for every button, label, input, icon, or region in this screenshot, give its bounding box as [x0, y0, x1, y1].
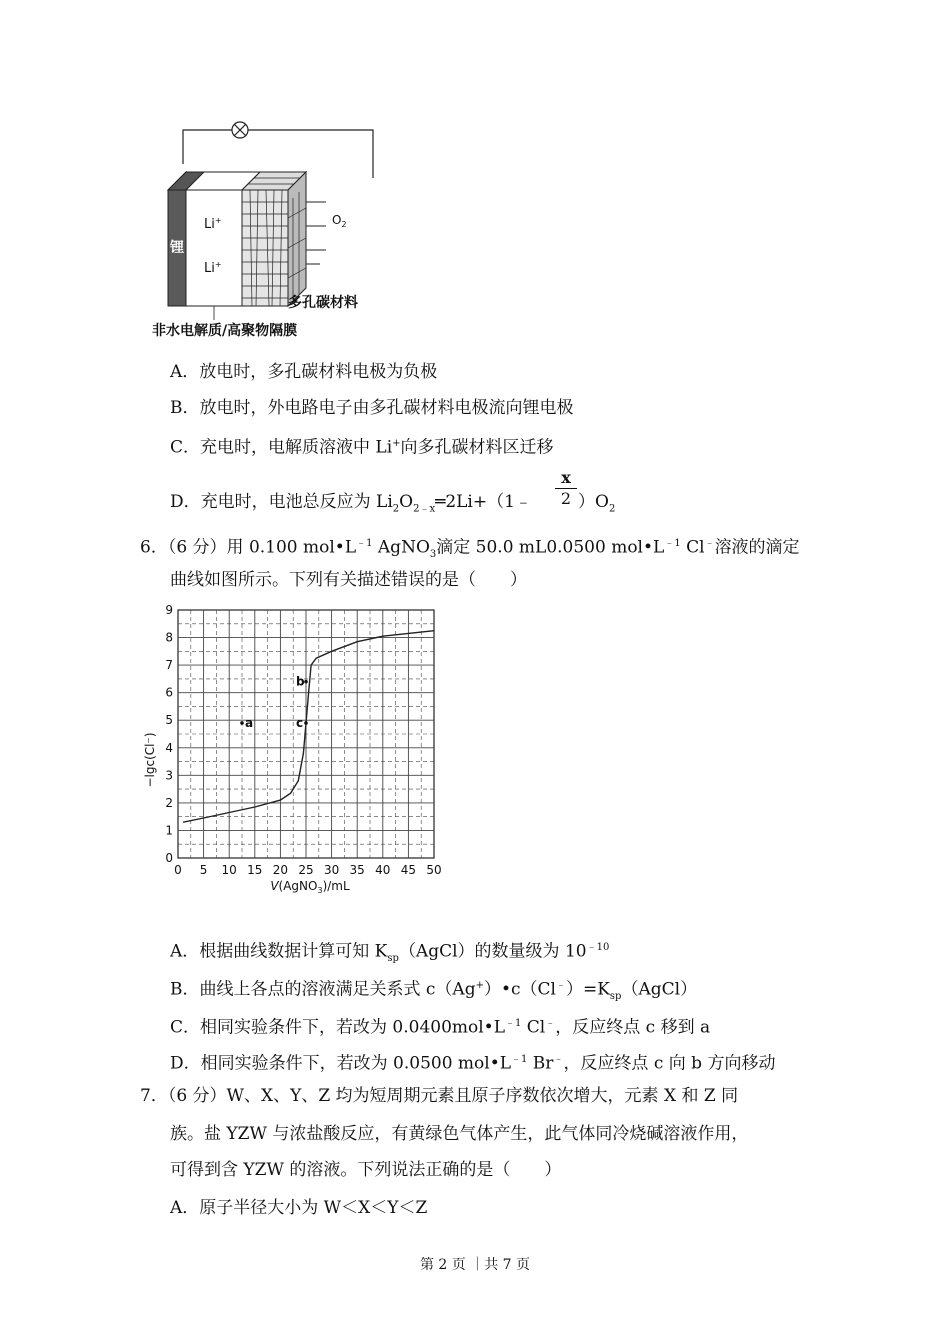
y-tick-label: 5	[165, 713, 173, 728]
y-tick-label: 3	[165, 768, 173, 783]
q5-option-b: B．放电时，外电路电子由多孔碳材料电极流向锂电极	[170, 398, 574, 418]
chart-point-c	[304, 721, 308, 725]
x-tick-label: 0	[174, 863, 182, 877]
chart-point-label-a: a	[245, 715, 254, 730]
battery-caption: 非水电解质/高聚物隔膜	[152, 323, 298, 339]
q6-option-a: A．根据曲线数据计算可知 $K_{sp}(AgCl)$的数量级为 $10^{﹣10}$	[170, 941, 610, 965]
porous-carbon-electrode	[242, 172, 306, 306]
y-tick-label: 2	[165, 795, 173, 810]
page-footer: 第 2 页 ｜共 7 页	[419, 1257, 531, 1273]
chart-series-curve	[183, 631, 434, 823]
battery-diagram	[148, 118, 388, 343]
q6-stem-line2: 曲线如图所示。下列有关描述错误的是（ ）	[170, 570, 527, 590]
q7-option-a: A．原子半径大小为 W＜X＜Y＜Z	[170, 1198, 428, 1218]
x-tick-label: 20	[272, 863, 289, 877]
q7-stem-line2: 族。盐 YZW 与浓盐酸反应，有黄绿色气体产生，此气体同冷烧碱溶液作用，	[170, 1124, 749, 1144]
x-tick-label: 35	[349, 863, 365, 877]
q6-option-c: C．相同实验条件下，若改为 $0.0400mol•L^{﹣1}$ Cl﹣，反应终点 c 移到 a	[170, 1017, 711, 1038]
q5-option-c: C．充电时，电解质溶液中 Li+向多孔碳材料区迁移	[170, 437, 554, 458]
x-tick-label: 40	[375, 863, 391, 877]
chart-point-b	[304, 680, 308, 684]
lamp-icon	[232, 122, 248, 138]
q5-fraction: x 2	[555, 468, 577, 509]
svg-text:Li+: Li+	[204, 216, 222, 232]
y-tick-label: 4	[165, 740, 173, 755]
x-tick-label: 45	[400, 863, 417, 877]
q7-stem-line3: 可得到含 YZW 的溶液。下列说法正确的是（ ）	[170, 1160, 562, 1180]
chart-x-label: V(AgNO$_3$)/mL	[270, 879, 350, 895]
chart-grid	[178, 610, 434, 858]
q7-stem-line1: 7．（6 分）W、X、Y、Z 均为短周期元素且原子序数依次增大，元素 X 和 Z 同	[140, 1086, 739, 1106]
label-lithium: 锂	[170, 240, 184, 256]
q6-stem-line1: 6．（6 分）用 0.100 $mol•L^{﹣1}$ AgNO$_3$滴定 50.0 mL0.0500 $mol•L^{﹣1}$ Cl﹣溶液的滴定	[140, 537, 800, 561]
label-o2: $O_2$	[332, 213, 347, 229]
x-tick-label: 30	[323, 863, 340, 877]
x-tick-label: 10	[221, 863, 237, 877]
y-tick-label: 7	[165, 658, 173, 673]
q5-option-d: D．充电时，电池总反应为 $Li_2O_{2﹣x}═2Li+(1﹣$	[170, 492, 532, 515]
q6-option-d: D．相同实验条件下，若改为 0.0500 $mol•L^{﹣1}$ Br﹣，反应终点 c 向 b 方向移动	[170, 1053, 776, 1074]
chart-y-label: −lgc(Cl⁻)	[143, 732, 157, 788]
y-tick-label: 9	[165, 603, 173, 617]
svg-text:Li+: Li+	[204, 260, 222, 276]
chart-point-label-c: c	[296, 715, 304, 730]
chart-point-label-b: b	[296, 674, 305, 689]
q5-option-d-tail: ）$O_2$	[578, 492, 616, 515]
titration-chart	[140, 600, 450, 900]
label-porous-carbon: 多孔碳材料	[288, 295, 358, 311]
y-tick-label: 8	[165, 630, 173, 645]
y-tick-label: 1	[165, 823, 173, 838]
y-tick-label: 6	[165, 685, 173, 700]
q5-option-a: A．放电时，多孔碳材料电极为负极	[170, 362, 438, 382]
x-tick-label: 50	[426, 863, 442, 877]
x-tick-label: 25	[298, 863, 314, 877]
chart-point-a	[240, 721, 244, 725]
q6-option-b: B．曲线上各点的溶液满足关系式 $c(Ag^+)•c(Cl^﹣)=K_{sp}(AgCl)$	[170, 979, 698, 1003]
y-tick-label: 0	[165, 851, 173, 865]
x-tick-label: 5	[199, 863, 208, 877]
x-tick-label: 15	[247, 863, 263, 877]
